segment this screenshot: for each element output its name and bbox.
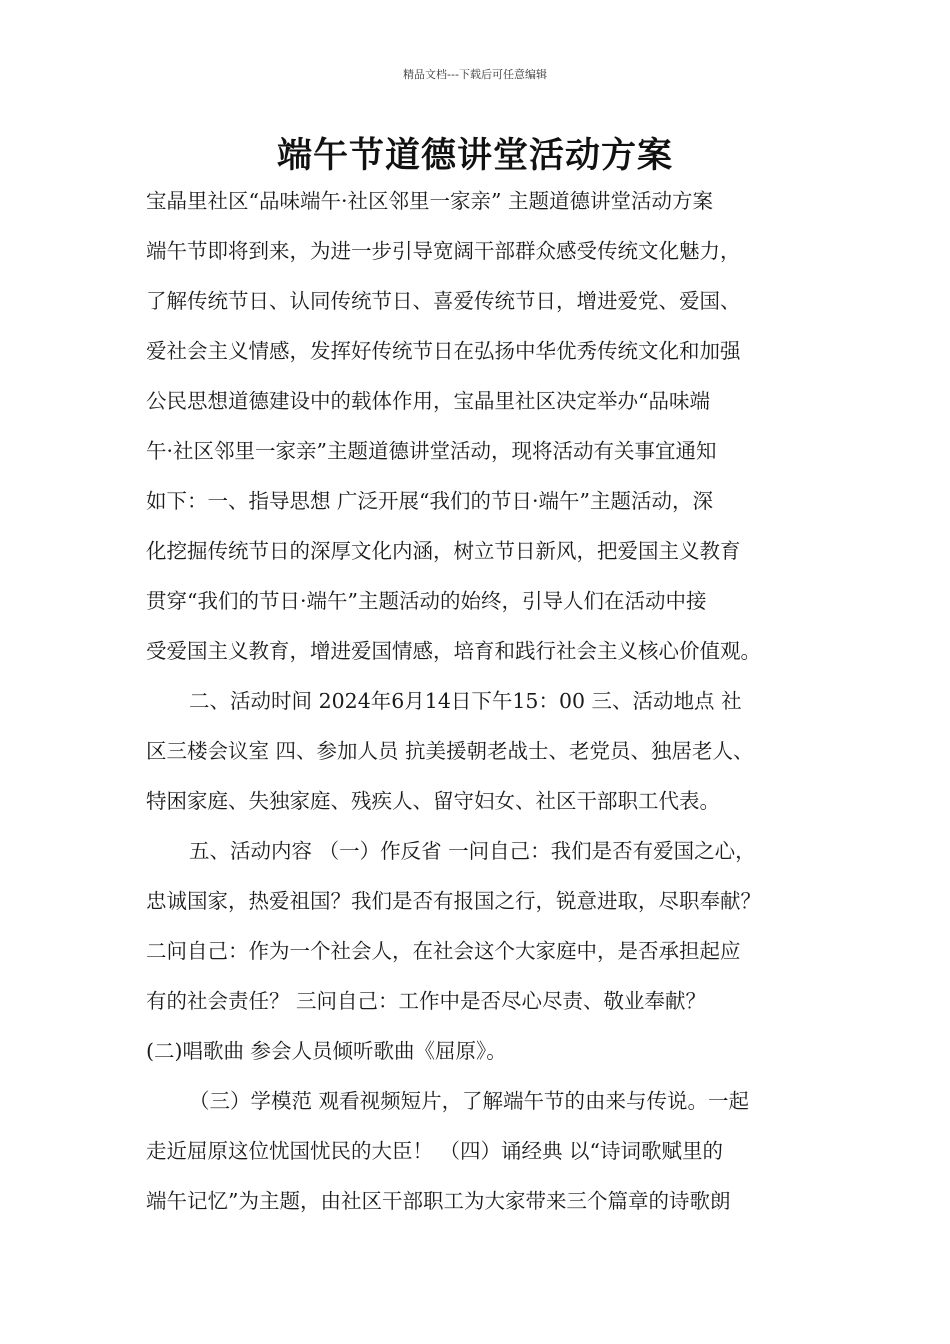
document-title: 端午节道德讲堂活动方案 (276, 136, 673, 176)
text-line: 如下：一、指导思想 广泛开展“我们的节日·端午”主题活动，深 (146, 489, 713, 513)
text-line: 宝晶里社区“品味端午·社区邻里一家亲” 主题道德讲堂活动方案 (146, 189, 713, 213)
text-line: 化挖掘传统节日的深厚文化内涵，树立节日新风，把爱国主义教育 (146, 539, 741, 563)
text-line: 爱社会主义情感，发挥好传统节日在弘扬中华优秀传统文化和加强 (146, 339, 741, 363)
text-line: 区三楼会议室 四、参加人员 抗美援朝老战士、老党员、独居老人、 (146, 739, 754, 763)
text-line: 端午记忆”为主题，由社区干部职工为大家带来三个篇章的诗歌朗 (146, 1189, 731, 1213)
text-line: 二、活动时间 2024年6月14日下午15：00 三、活动地点 社 (189, 689, 742, 713)
text-line: 忠诚国家，热爱祖国？我们是否有报国之行，锐意进取，尽职奉献？ (146, 889, 761, 913)
text-line: 贯穿“我们的节日·端午”主题活动的始终，引导人们在活动中接 (146, 589, 707, 613)
text-line: (二)唱歌曲 参会人员倾听歌曲《屈原》。 (146, 1039, 507, 1063)
text-line: 有的社会责任？ 三问自己：工作中是否尽心尽责、敬业奉献？ (146, 989, 707, 1013)
text-line: 走近屈原这位忧国忧民的大臣！ （四）诵经典 以“诗词歌赋里的 (146, 1139, 724, 1163)
text-line: 二问自己：作为一个社会人，在社会这个大家庭中，是否承担起应 (146, 939, 741, 963)
text-line: 端午节即将到来，为进一步引导宽阔干部群众感受传统文化魅力， (146, 239, 741, 263)
document-body (146, 176, 826, 1226)
text-line: 公民思想道德建设中的载体作用，宝晶里社区决定举办“品味端 (146, 389, 710, 413)
text-line: 五、活动内容 （一）作反省 一问自己：我们是否有爱国之心， (189, 839, 756, 863)
text-line: 午·社区邻里一家亲”主题道德讲堂活动，现将活动有关事宜通知 (146, 439, 717, 463)
text-line: 受爱国主义教育，增进爱国情感，培育和践行社会主义核心价值观。 (146, 639, 761, 663)
text-line: 特困家庭、失独家庭、残疾人、留守妇女、社区干部职工代表。 (146, 789, 720, 813)
text-line: （三）学模范 观看视频短片，了解端午节的由来与传说。一起 (189, 1089, 750, 1113)
text-line: 了解传统节日、认同传统节日、喜爱传统节日，增进爱党、爱国、 (146, 289, 741, 313)
header-note: 精品文档---下载后可任意编辑 (403, 68, 547, 81)
